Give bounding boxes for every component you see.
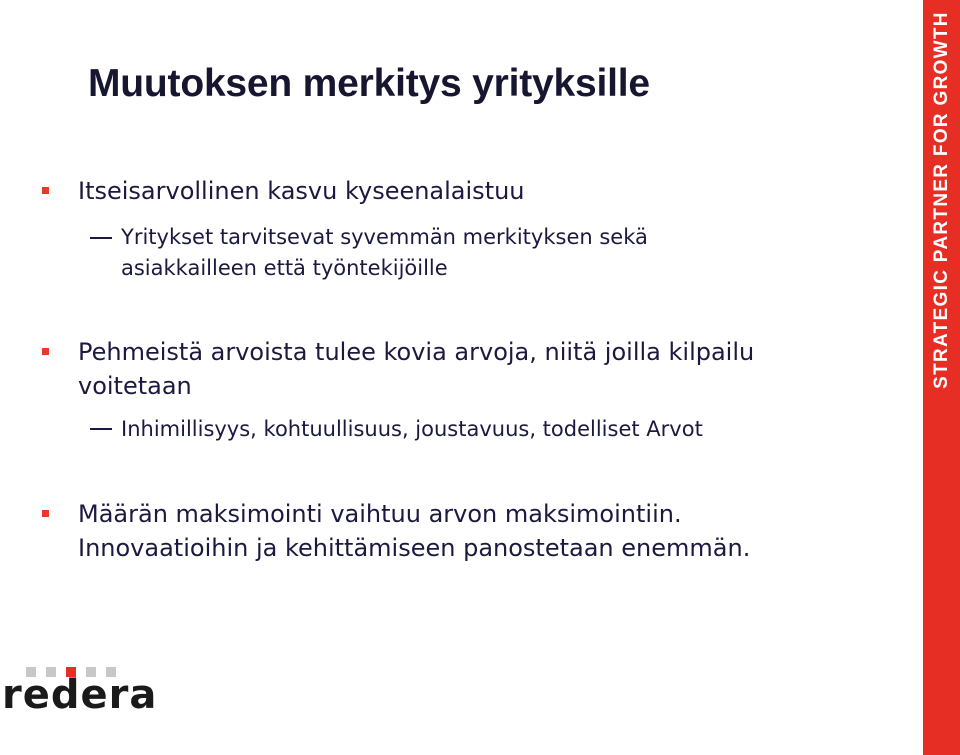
bullet-3-line-2: Innovaatioihin ja kehittämiseen panostetaan enemmän.: [78, 534, 751, 562]
bullet-2-line-1: Pehmeistä arvoista tulee kovia arvoja, niitä joilla kilpailu: [78, 338, 755, 366]
sub-bullet-1-line-1: Yritykset tarvitsevat syvemmän merkityksen sekä: [121, 225, 648, 249]
sub-bullet-1-line-2: asiakkailleen että työntekijöille: [121, 256, 448, 280]
bullet-2-line-2: voitetaan: [78, 372, 192, 400]
bullet-3-line-1: Määrän maksimointi vaihtuu arvon maksimointiin.: [78, 500, 682, 528]
sub-bullet-dash: [90, 237, 112, 239]
sidebar-tagline-text: STRATEGIC PARTNER FOR GROWTH: [930, 11, 952, 389]
redera-logo: redera: [2, 672, 158, 718]
bullet-1-line-1: Itseisarvollinen kasvu kyseenalaistuu: [78, 177, 525, 205]
brand-sidebar: [923, 0, 960, 755]
bullet-marker: [42, 510, 49, 517]
sub-bullet-dash: [90, 428, 112, 430]
slide-title: Muutoksen merkitys yrityksille: [88, 62, 650, 105]
bullet-marker: [42, 348, 49, 355]
bullet-marker: [42, 187, 49, 194]
sub-bullet-2-line-1: Inhimillisyys, kohtuullisuus, joustavuus, todelliset Arvot: [121, 417, 703, 441]
sidebar-tagline: [931, 11, 953, 389]
